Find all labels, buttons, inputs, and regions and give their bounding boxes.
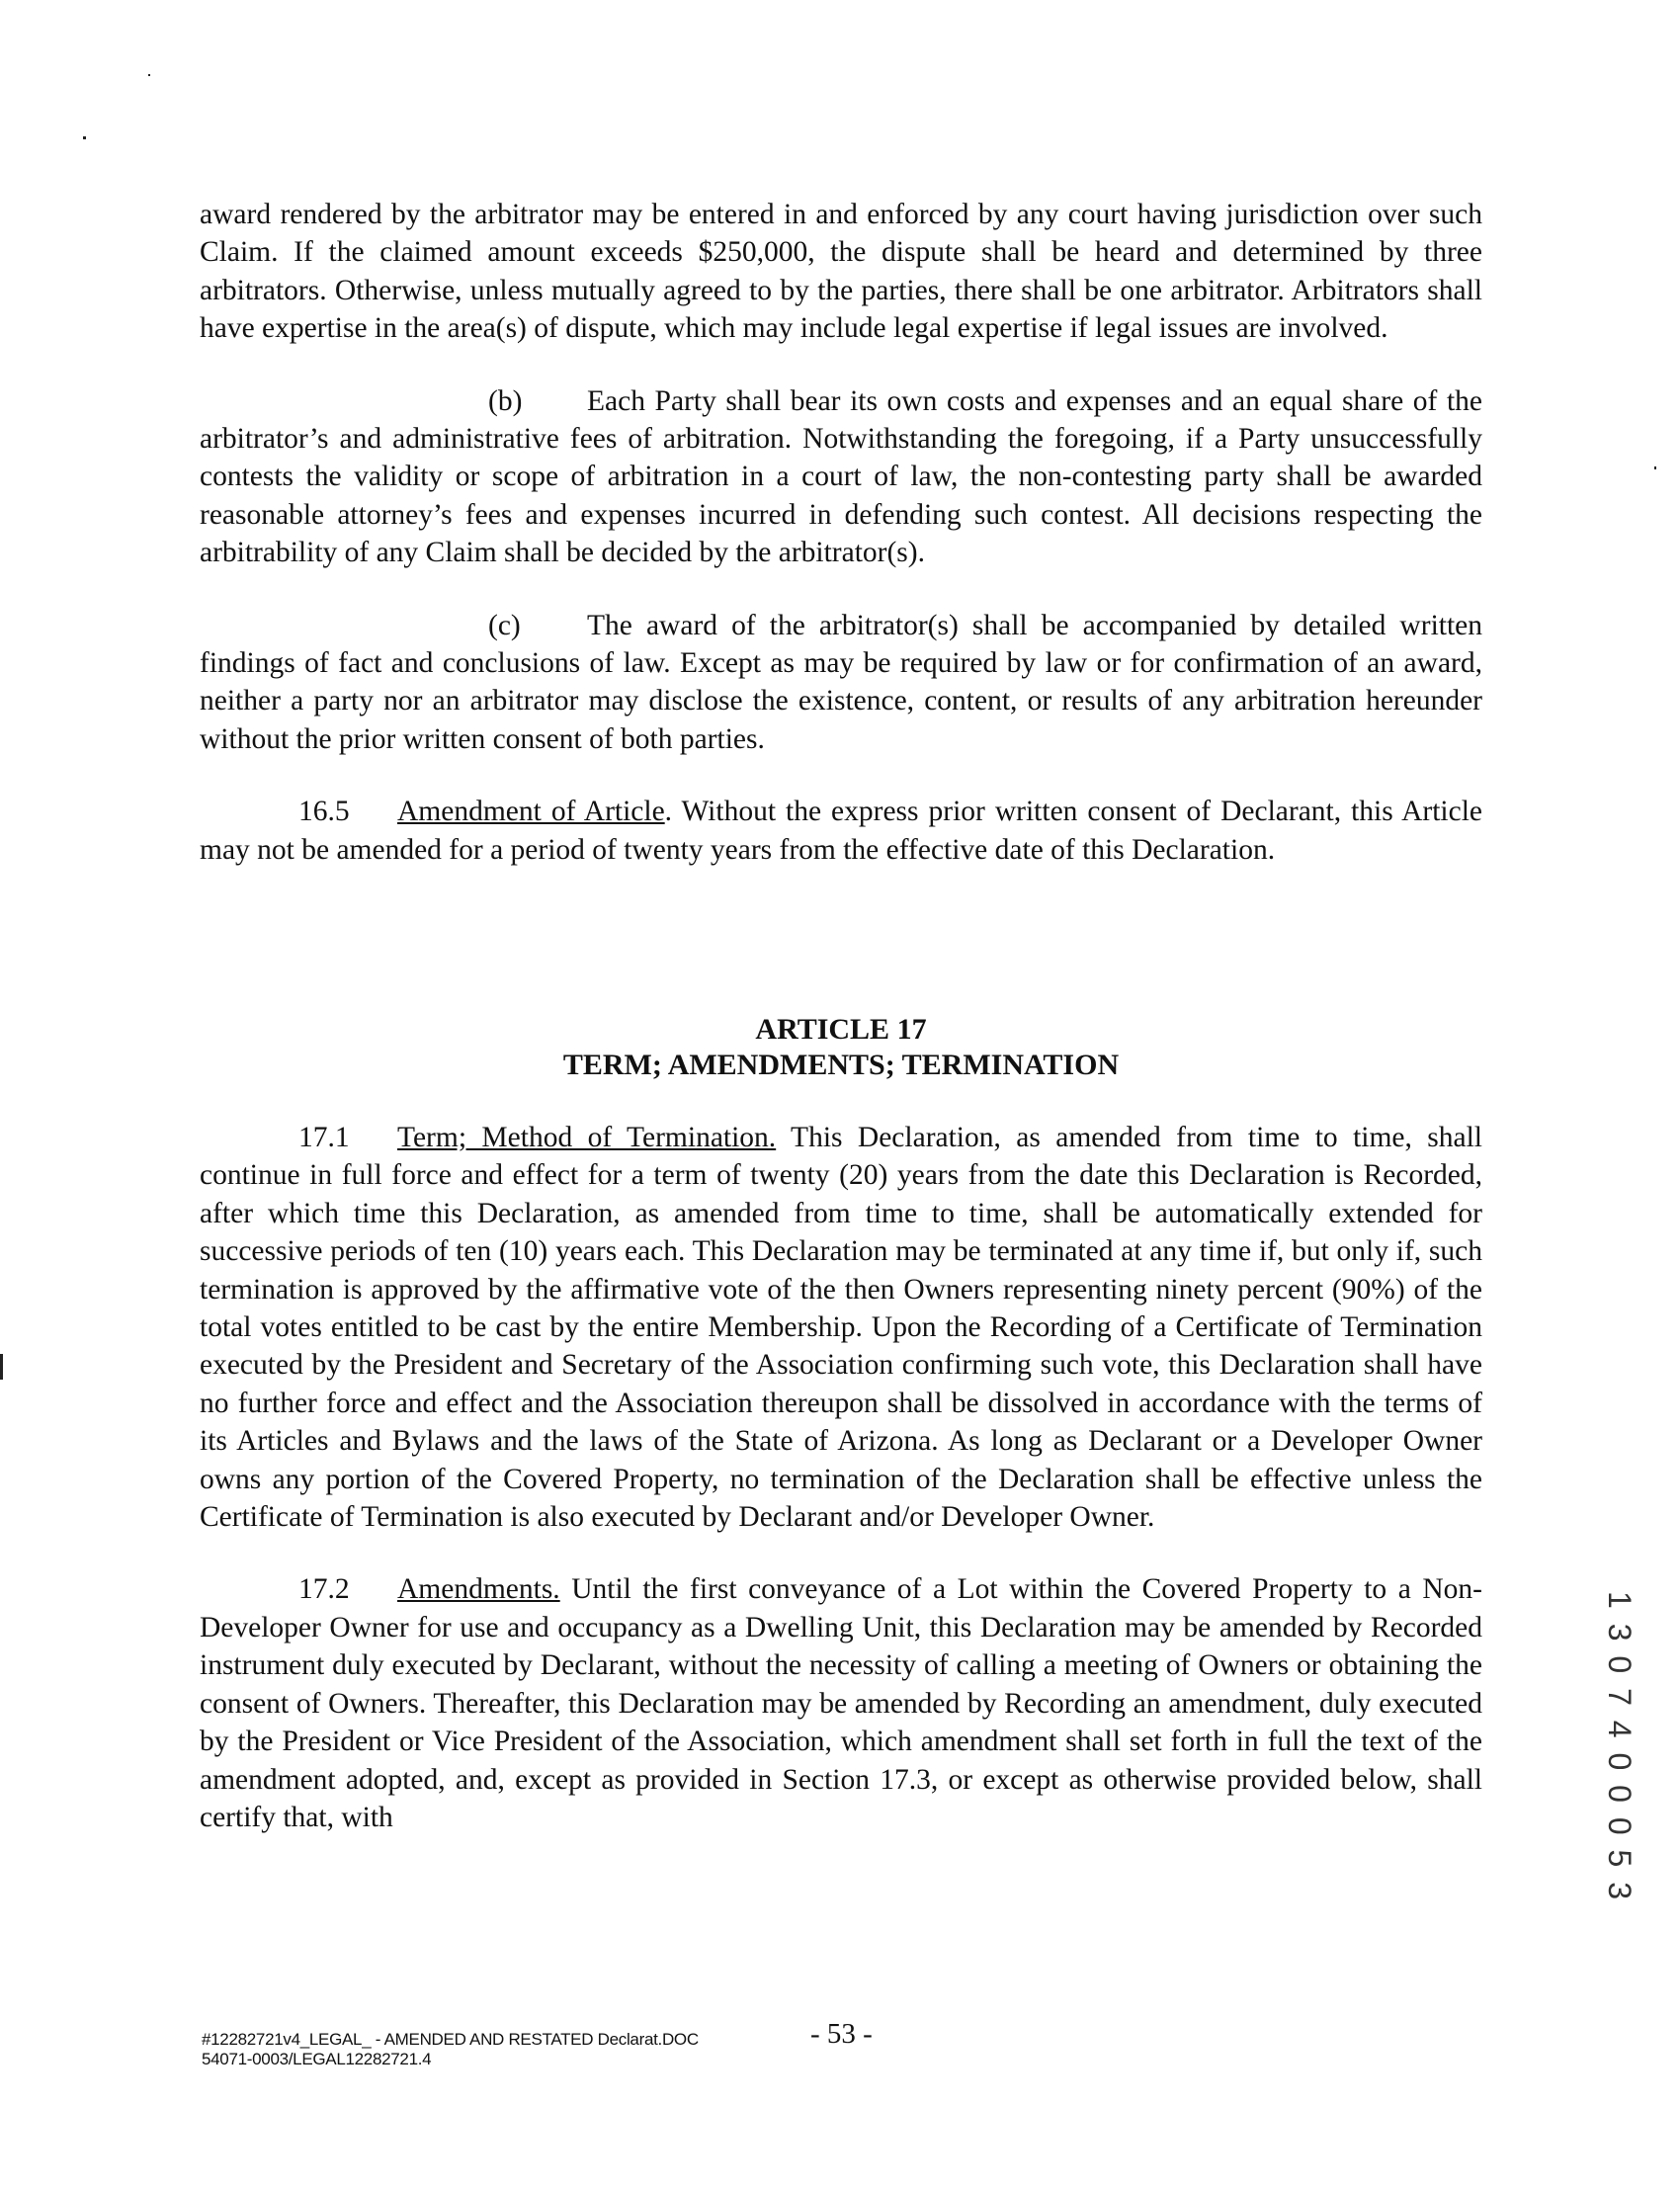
section-17-2-number: 17.2 (298, 1573, 350, 1606)
section-16-5-number: 16.5 (298, 796, 350, 828)
scan-speck (148, 74, 150, 76)
subsection-c-label: (c) (488, 609, 521, 641)
page-number: - 53 - (810, 2018, 873, 2050)
section-17-1-number: 17.1 (298, 1122, 350, 1153)
scan-speck (83, 136, 86, 139)
article-title: TERM; AMENDMENTS; TERMINATION (562, 1049, 1120, 1081)
footer-doc-reference (202, 2030, 699, 2069)
body-text (200, 196, 1482, 869)
section-16-5 (200, 793, 1482, 869)
section-17-1 (200, 1119, 1482, 1536)
article-number: ARTICLE 17 (755, 1013, 927, 1046)
section-17-1-text: This Declaration, as amended from time to time, shall continue in full force and effect for a term of twenty (20) years from the date this Declaration is Recorded, after which time this Declaration, as amended from time to time, shall be automatically extended for successive periods of ten (10) years each. This Declaration may be terminated at any time if, but only if, such termination is approved by the affirmative vote of the then Owners representing ninety percent (90%) of the total votes entitled to be cast by the entire Membership. Upon the Recording of a Certificate of Termination executed by the President and Secretary of the Association confirming such vote, this Declaration shall have no further force and effect and the Association thereupon shall be dissolved in accordance with the terms of its Articles and Bylaws and the laws of the State of Arizona. As long as Declarant or a Developer Owner owns any portion of the Covered Property, no termination of the Declaration shall be effective unless the Certificate of Termination is also executed by Declarant and/or Developer Owner. (200, 1122, 1483, 1534)
section-16-5-title: Amendment of Article (397, 796, 665, 828)
section-16-5-text: . Without the express prior written consent of Declarant, this Article may not be amended for a period of twenty years from the effective date of this Declaration. (200, 796, 1482, 866)
paragraph-continuation: award rendered by the arbitrator may be entered in and enforced by any court having jurisdiction over such Claim. If the claimed amount exceeds $250,000, the dispute shall be heard and determined by three arbitrators. Otherwise, unless mutually agreed to by the parties, there shall be one arbitrator. Arbitrators shall have expertise in the area(s) of dispute, which may include legal expertise if legal issues are involved. (200, 199, 1482, 345)
scan-edge-mark (0, 1354, 3, 1380)
section-17-2-title: Amendments. (397, 1573, 560, 1606)
recording-number: 1 3 0 7 4 0 0 0 5 3 (1602, 1591, 1638, 1902)
subsection-c-text: The award of the arbitrator(s) shall be accompanied by detailed written findings of fact and conclusions of law. Except as may be required by law or for confirmation of an award, neither a party nor an arbitrator may disclose the existence, content, or results of any arbitration hereunder without the prior written consent of both parties. (200, 609, 1482, 755)
article-heading (200, 1012, 1482, 1083)
subsection-c (200, 607, 1482, 759)
footer-doc-line-1: #12282721v4_LEGAL_ - AMENDED AND RESTATED Declarat.DOC (202, 2030, 699, 2049)
section-17-1-title: Term; Method of Termination. (397, 1122, 777, 1153)
article-17-body (200, 1119, 1482, 1836)
scan-speck (1654, 466, 1656, 469)
section-17-2 (200, 1570, 1482, 1836)
subsection-b-text: Each Party shall bear its own costs and expenses and an equal share of the arbitrator’s and administrative fees of arbitration. Notwithstanding the foregoing, if a Party unsuccessfully contests the validity or scope of arbitration in a court of law, the non-contesting party shall be awarded reasonable attorney’s fees and expenses incurred in defending such contest. All decisions respecting the arbitrability of any Claim shall be decided by the arbitrator(s). (200, 384, 1482, 569)
subsection-b (200, 382, 1482, 572)
footer-doc-line-2: 54071-0003/LEGAL12282721.4 (202, 2050, 432, 2068)
section-17-2-text: Until the first conveyance of a Lot within the Covered Property to a Non-Developer Owner for use and occupancy as a Dwelling Unit, this Declaration may be amended by Recorded instrument duly executed by Declarant, without the necessity of calling a meeting of Owners or obtaining the consent of Owners. Thereafter, this Declaration may be amended by Recording an amendment, duly executed by the President or Vice President of the Association, which amendment shall set forth in full the text of the amendment adopted, and, except as provided in Section 17.3, or except as otherwise provided below, shall certify that, with (200, 1573, 1482, 1833)
subsection-b-label: (b) (488, 384, 523, 417)
